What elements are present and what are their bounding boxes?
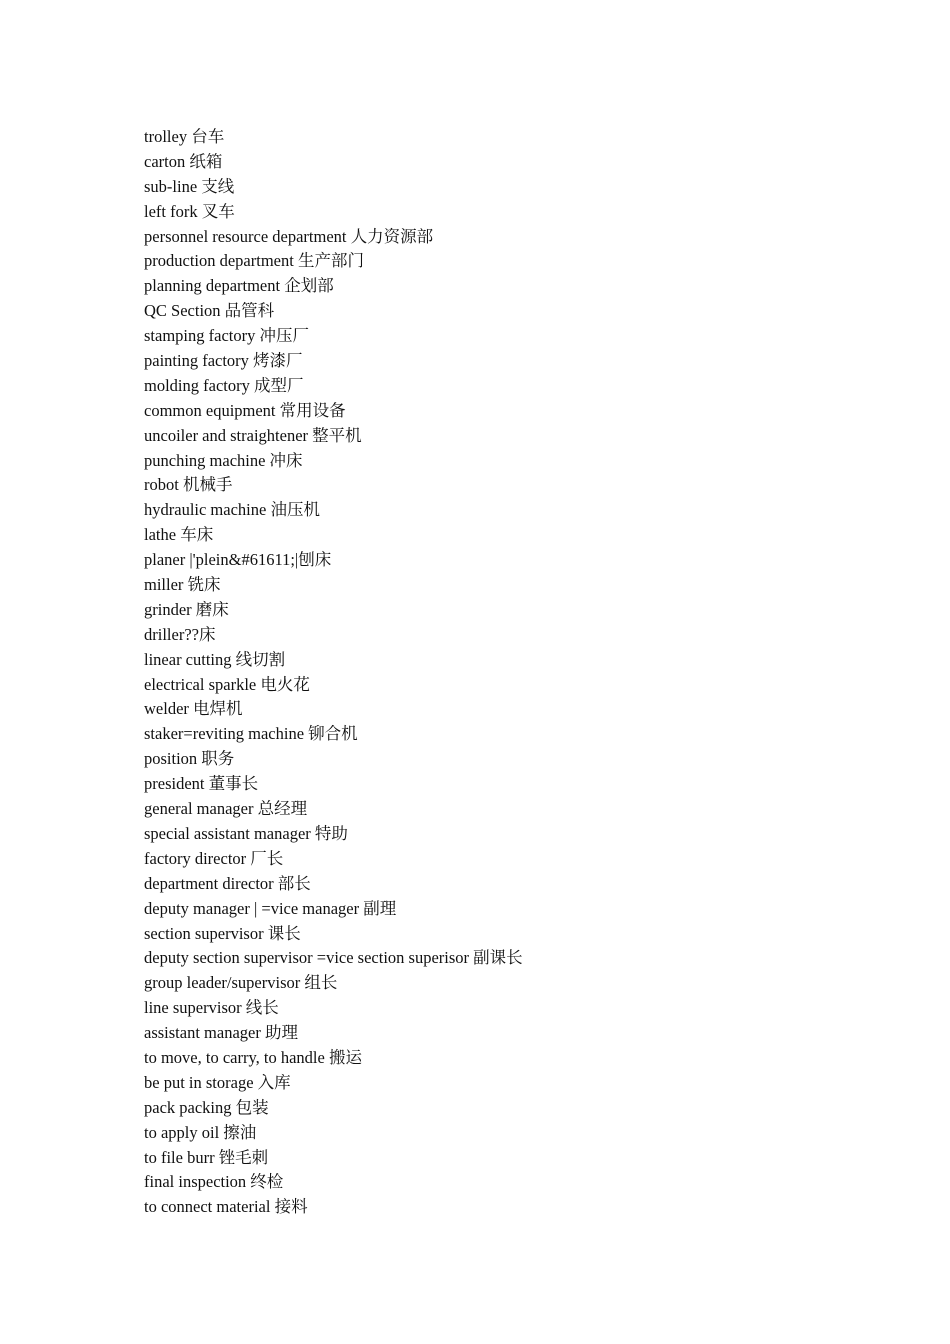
glossary-entry: to move, to carry, to handle 搬运 — [144, 1047, 362, 1067]
glossary-entry: assistant manager 助理 — [144, 1023, 298, 1043]
glossary-entry: group leader/supervisor 组长 — [144, 973, 338, 993]
glossary-entry: to file burr 锉毛刺 — [144, 1147, 269, 1167]
glossary-entry: production department 生产部门 — [144, 251, 364, 271]
glossary-entry: carton 纸箱 — [144, 151, 223, 171]
glossary-entry: linear cutting 线切割 — [144, 649, 286, 669]
glossary-entry: molding factory 成型厂 — [144, 375, 304, 395]
glossary-entry: to apply oil 擦油 — [144, 1122, 257, 1142]
glossary-entry: robot 机械手 — [144, 475, 233, 495]
glossary-entry: miller 铣床 — [144, 575, 221, 595]
glossary-entry: hydraulic machine 油压机 — [144, 500, 320, 520]
glossary-entry: punching machine 冲床 — [144, 450, 303, 470]
glossary-entry: uncoiler and straightener 整平机 — [144, 425, 362, 445]
glossary-entry: department director 部长 — [144, 873, 311, 893]
glossary-entry: planning department 企划部 — [144, 276, 334, 296]
glossary-entry: stamping factory 冲压厂 — [144, 326, 309, 346]
glossary-entry: driller??床 — [144, 624, 216, 644]
glossary-entry: lathe 车床 — [144, 525, 214, 545]
glossary-entry: president 董事长 — [144, 774, 259, 794]
glossary-entry: line supervisor 线长 — [144, 998, 279, 1018]
glossary-entry: deputy manager | =vice manager 副理 — [144, 898, 397, 918]
glossary-entry: deputy section supervisor =vice section superisor 副课长 — [144, 948, 523, 968]
glossary-entry: special assistant manager 特助 — [144, 823, 348, 843]
glossary-entry: be put in storage 入库 — [144, 1072, 291, 1092]
glossary-list — [144, 125, 523, 1220]
glossary-entry: factory director 厂长 — [144, 848, 284, 868]
glossary-entry: pack packing 包装 — [144, 1097, 269, 1117]
glossary-entry: sub-line 支线 — [144, 176, 235, 196]
glossary-entry: staker=reviting machine 铆合机 — [144, 724, 358, 744]
glossary-entry: section supervisor 课长 — [144, 923, 301, 943]
glossary-entry: trolley 台车 — [144, 127, 225, 146]
glossary-entry: grinder 磨床 — [144, 599, 229, 619]
glossary-entry: QC Section 品管科 — [144, 301, 275, 321]
glossary-entry: electrical sparkle 电火花 — [144, 674, 310, 694]
glossary-entry: position 职务 — [144, 749, 235, 769]
glossary-entry: welder 电焊机 — [144, 699, 243, 719]
glossary-entry: common equipment 常用设备 — [144, 400, 346, 420]
glossary-entry: to connect material 接料 — [144, 1197, 308, 1217]
glossary-entry: final inspection 终检 — [144, 1172, 284, 1192]
glossary-entry: general manager 总经理 — [144, 799, 308, 819]
glossary-entry: planer |'plein&#61611;|刨床 — [144, 550, 332, 570]
glossary-entry: left fork 叉车 — [144, 201, 235, 221]
glossary-entry: personnel resource department 人力资源部 — [144, 226, 434, 246]
glossary-entry: painting factory 烤漆厂 — [144, 351, 303, 371]
